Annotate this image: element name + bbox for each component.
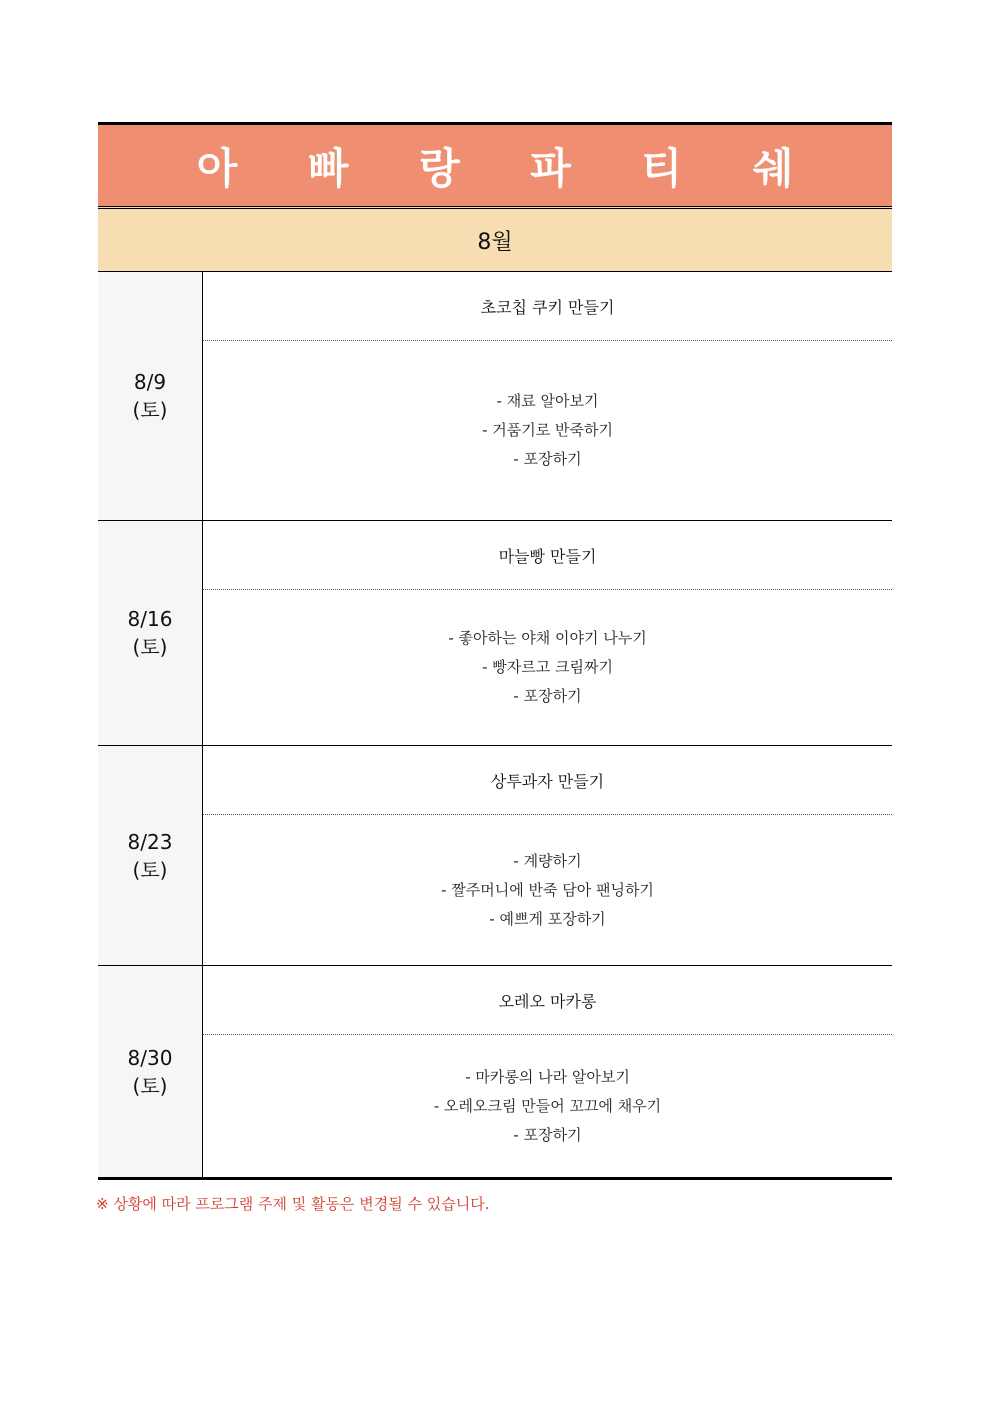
activity-title: 오레오 마카롱: [203, 966, 892, 1035]
step-item: - 포장하기: [513, 450, 582, 468]
session-row: [98, 966, 892, 1180]
steps-list: [203, 341, 892, 520]
step-item: - 계량하기: [513, 851, 582, 870]
session-day: (토): [132, 398, 168, 422]
session-day: (토): [132, 857, 168, 882]
step-item: - 빵자르고 크림짜기: [482, 658, 613, 676]
content-cell: [203, 746, 892, 965]
steps-list: [203, 590, 892, 745]
step-item: - 포장하기: [513, 1125, 582, 1144]
title-banner: [98, 122, 892, 206]
date-cell: [98, 521, 203, 745]
date-cell: [98, 966, 203, 1177]
session-day: (토): [132, 635, 168, 659]
notice-text: ※ 상황에 따라 프로그램 주제 및 활동은 변경될 수 있습니다.: [96, 1195, 490, 1213]
content-cell: [203, 966, 892, 1177]
month-header: [98, 206, 892, 272]
steps-list: [203, 1035, 892, 1177]
step-item: - 짤주머니에 반죽 담아 팬닝하기: [441, 880, 654, 899]
session-date: 8/23: [127, 829, 173, 854]
page-title: 아 빠 랑 파 티 쉐: [196, 143, 822, 193]
steps-list: [203, 815, 892, 965]
session-row: [98, 746, 892, 966]
month-label: 8월: [477, 229, 513, 255]
step-item: - 마카롱의 나라 알아보기: [465, 1067, 630, 1086]
step-item: - 재료 알아보기: [496, 392, 599, 410]
date-cell: [98, 746, 203, 965]
step-item: - 거품기로 반죽하기: [482, 421, 613, 439]
session-row: [98, 272, 892, 521]
session-row: [98, 521, 892, 746]
activity-title: 상투과자 만들기: [203, 746, 892, 815]
schedule-table: [98, 122, 892, 1180]
content-cell: [203, 272, 892, 520]
session-date: 8/30: [127, 1045, 173, 1070]
session-date: 8/9: [133, 370, 167, 394]
activity-title: 초코칩 쿠키 만들기: [203, 272, 892, 341]
activity-title: 마늘빵 만들기: [203, 521, 892, 590]
step-item: - 오레오크림 만들어 꼬끄에 채우기: [433, 1096, 662, 1115]
date-cell: [98, 272, 203, 520]
step-item: - 예쁘게 포장하기: [489, 909, 606, 928]
session-date: 8/16: [127, 607, 173, 631]
content-cell: [203, 521, 892, 745]
session-day: (토): [132, 1073, 168, 1098]
step-item: - 포장하기: [513, 687, 582, 705]
step-item: - 좋아하는 야채 이야기 나누기: [448, 629, 647, 647]
